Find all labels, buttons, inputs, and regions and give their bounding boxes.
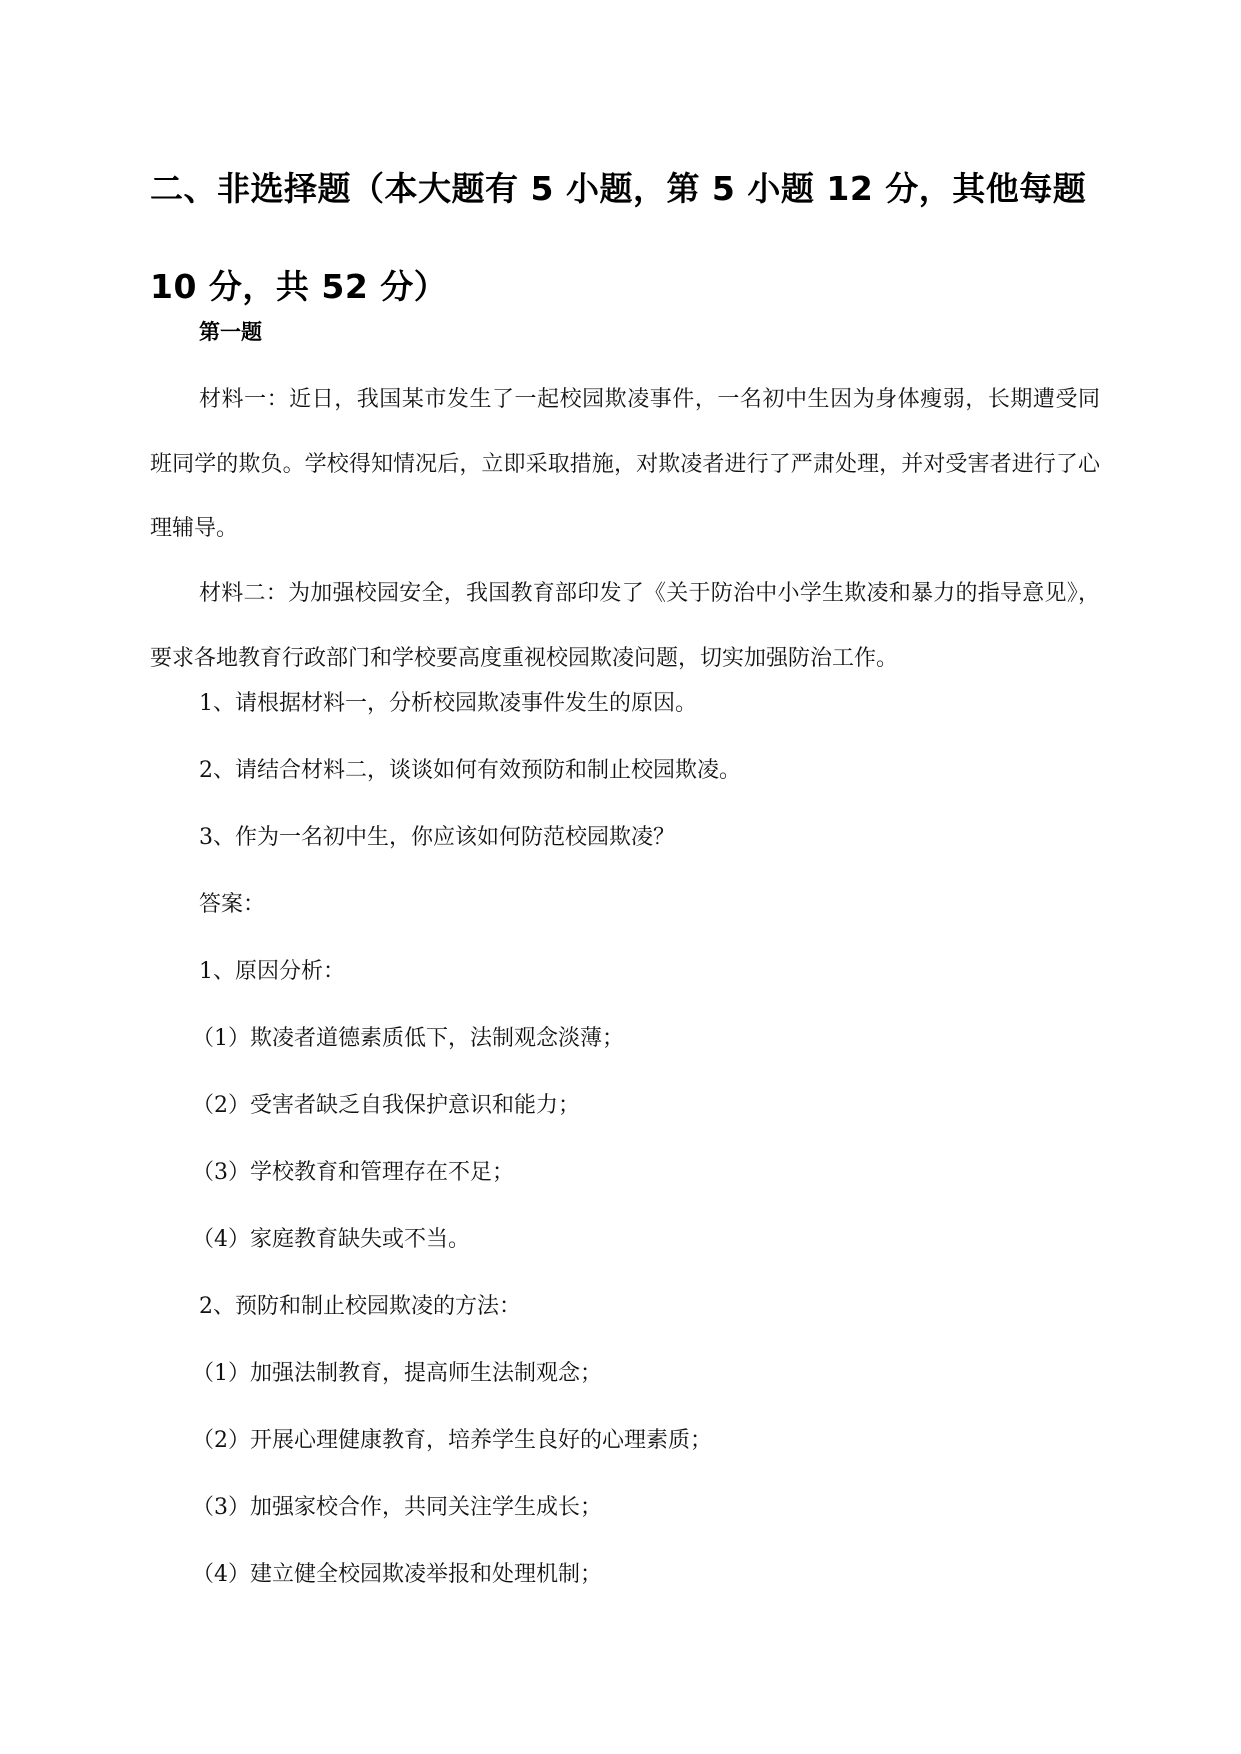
material-two-paragraph: 材料二：为加强校园安全，我国教育部印发了《关于防治中小学生欺凌和暴力的指导意见》，要求各地教育行政部门和学校要高度重视校园欺凌问题，切实加强防治工作。 bbox=[150, 581, 1100, 671]
answer-part1-item-2: （2）受害者缺乏自我保护意识和能力； bbox=[192, 1093, 580, 1118]
section-heading: 二、非选择题（本大题有 5 小题，第 5 小题 12 分，其他每题 10 分，共 52 分） bbox=[150, 169, 1087, 306]
material-one-paragraph: 材料一：近日，我国某市发生了一起校园欺凌事件，一名初中生因为身体瘦弱，长期遭受同班同学的欺负。学校得知情况后，立即采取措施，对欺凌者进行了严肃处理，并对受害者进行了心理辅导。 bbox=[150, 387, 1100, 541]
question-prompt-3: 3、作为一名初中生，你应该如何防范校园欺凌？ bbox=[199, 825, 675, 850]
answer-part2-item-2: （2）开展心理健康教育，培养学生良好的心理素质； bbox=[192, 1428, 712, 1453]
answer-part1-title: 1、原因分析： bbox=[199, 959, 345, 984]
question-prompt-2: 2、请结合材料二，谈谈如何有效预防和制止校园欺凌。 bbox=[199, 758, 741, 783]
answer-part1-item-4: （4）家庭教育缺失或不当。 bbox=[192, 1227, 470, 1252]
answer-part2-title: 2、预防和制止校园欺凌的方法： bbox=[199, 1294, 521, 1319]
answer-part2-item-1: （1）加强法制教育，提高师生法制观念； bbox=[192, 1361, 602, 1386]
answer-part1-item-1: （1）欺凌者道德素质低下，法制观念淡薄； bbox=[192, 1026, 624, 1051]
answer-label: 答案： bbox=[199, 892, 266, 917]
answer-part2-item-3: （3）加强家校合作，共同关注学生成长； bbox=[192, 1495, 602, 1520]
answer-part2-item-4: （4）建立健全校园欺凌举报和处理机制； bbox=[192, 1562, 602, 1587]
question-prompt-1: 1、请根据材料一，分析校园欺凌事件发生的原因。 bbox=[199, 691, 697, 716]
question-title: 第一题 bbox=[199, 320, 262, 344]
answer-part1-item-3: （3）学校教育和管理存在不足； bbox=[192, 1160, 514, 1185]
